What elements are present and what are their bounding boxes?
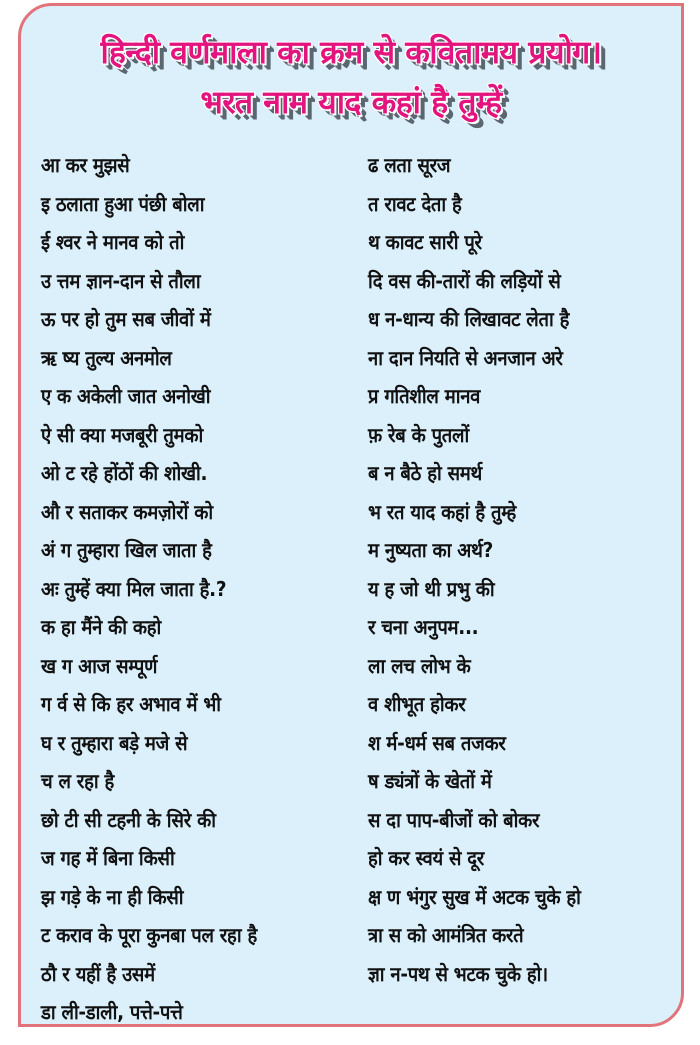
poem-line: अः तुम्हें क्या मिल जाता है.? — [41, 576, 227, 601]
poem-right-column — [368, 146, 688, 993]
poem-line: ब न बैठे हो समर्थ — [368, 461, 482, 485]
poem-line: ऊ पर हो तुम सब जीवों में — [41, 307, 211, 331]
poem-line: हो कर स्वयं से दूर — [368, 846, 485, 870]
poem-line: ख ग आज सम्पूर्ण — [41, 653, 158, 678]
poem-line: आ कर मुझसे — [41, 153, 130, 177]
poem-line: डा ली-डाली, पत्ते-पत्ते — [41, 1000, 183, 1024]
poem-line: ज्ञा न-पथ से भटक चुके हो। — [368, 961, 548, 986]
poem-line: क्ष ण भंगुर सुख में अटक चुके हो — [368, 884, 581, 909]
poem-line: ज गह में बिना किसी — [41, 846, 175, 870]
poem-line: फ़ रेब के पुतलों — [368, 422, 469, 447]
poem-line: र चना अनुपम... — [368, 615, 479, 639]
poem-line: ध न-धान्य की लिखावट लेता है — [368, 307, 570, 331]
poem-line: ढ लता सूरज — [368, 153, 451, 177]
poem-line: थ कावट सारी पूरे — [368, 230, 482, 254]
poem-line: ना दान नियति से अनजान अरे — [368, 345, 563, 370]
poem-line: इ ठलाता हुआ पंछी बोला — [41, 191, 205, 216]
poem-line: छो टी सी टहनी के सिरे की — [41, 807, 216, 832]
poem-line: भ रत याद कहां है तुम्हे — [368, 499, 517, 524]
poem-line: त्रा स को आमंत्रित करते — [368, 923, 524, 947]
poem-line: ऐ सी क्या मजबूरी तुमको — [41, 422, 203, 447]
title-line-2: भरत नाम याद कहां है तुम्हें — [200, 83, 502, 121]
poem-line: श र्म-धर्म सब तजकर — [368, 730, 506, 755]
poem-line: व शीभूत होकर — [368, 692, 466, 716]
poem-line: ओ ट रहे होंठों की शोखी. — [41, 461, 208, 485]
poem-line: ला लच लोभ के — [368, 653, 471, 678]
poem-line: औ र सताकर कमज़ोरों को — [41, 499, 213, 524]
poem-line: ई श्वर ने मानव को तो — [41, 230, 185, 254]
poem-line: अं ग तुम्हारा खिल जाता है — [41, 538, 212, 562]
poem-line: त रावट देता है — [368, 191, 462, 216]
poem-line: क हा मैंने की कहो — [41, 615, 162, 639]
poem-line: स दा पाप-बीजों को बोकर — [368, 807, 540, 832]
poem-line: म नुष्यता का अर्थ? — [368, 538, 493, 562]
poem-line: ए क अकेली जात अनोखी — [41, 384, 211, 408]
title-line-1: हिन्दी वर्णमाला का क्रम से कवितामय प्रयोग। — [100, 33, 602, 71]
poem-line: उ त्तम ज्ञान-दान से तौला — [41, 268, 201, 293]
poem-line: ठौ र यहीं है उसमें — [41, 961, 155, 986]
poem-line: दि वस की-तारों की लड़ियों से — [368, 268, 561, 293]
poem-line: झ गड़े के ना ही किसी — [41, 884, 184, 909]
poem-line: ट कराव के पूरा कुनबा पल रहा है — [41, 923, 257, 947]
poem-line: य ह जो थी प्रभु की — [368, 576, 495, 601]
poem-line: च ल रहा है — [41, 769, 115, 793]
poem-line: ग र्व से कि हर अभाव में भी — [41, 692, 221, 716]
poem-line: ष ड्यंत्रों के खेतों में — [368, 769, 492, 793]
poem-line: ऋ ष्य तुल्य अनमोल — [41, 345, 172, 370]
poem-line: प्र गतिशील मानव — [368, 384, 481, 408]
poem-left-column — [41, 146, 361, 1032]
poem-panel — [18, 3, 684, 1027]
poem-line: घ र तुम्हारा बड़े मजे से — [41, 730, 188, 755]
